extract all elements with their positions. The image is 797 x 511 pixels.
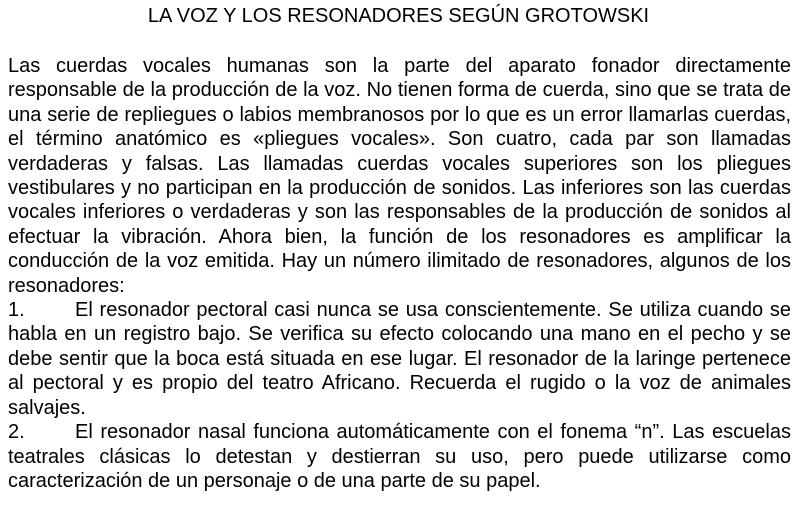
document-title: LA VOZ Y LOS RESONADORES SEGÚN GROTOWSKI <box>147 5 650 27</box>
list-item-text: El resonador pectoral casi nunca se usa conscientemente. Se utiliza cuando se habla en un registro bajo. Se verifica su efecto colocando una mano en el pecho y se debe sentir que la boca está situada en ese lugar. El resonador de la laringe pertenece al pectoral y es propio del teatro Africano. Recuerda el rugido o la voz de animales salvajes. <box>8 299 791 419</box>
list-item-text: El resonador nasal funciona automáticamente con el fonema “n”. Las escuelas teatrales clásicas lo detestan y destierran su uso, pero puede utilizarse como caracterización de un personaje o de una parte de su papel. <box>8 421 791 492</box>
list-item-number: 2. <box>8 421 25 444</box>
list-item-number: 1. <box>8 299 25 322</box>
document-body <box>8 54 791 493</box>
list-item-1 <box>8 298 791 420</box>
intro-paragraph: Las cuerdas vocales humanas son la parte del aparato fonador directamente responsable de la producción de la voz. No tienen forma de cuerda, sino que se trata de una serie de repliegues o labios membranosos por lo que es un error llamarlas cuerdas, el término anatómico es «pliegues vocales». Son cuatro, cada par son llamadas verdaderas y falsas. Las llamadas cuerdas vocales superiores son los pliegues vestibulares y no participan en la producción de sonidos. Las inferiores son las cuerdas vocales inferiores o verdaderas y son las responsables de la producción de sonidos al efectuar la vibración. Ahora bien, la función de los resonadores es amplificar la conducción de la voz emitida. Hay un número ilimitado de resonadores, algunos de los resonadores: <box>8 55 791 297</box>
list-item-2 <box>8 420 791 493</box>
